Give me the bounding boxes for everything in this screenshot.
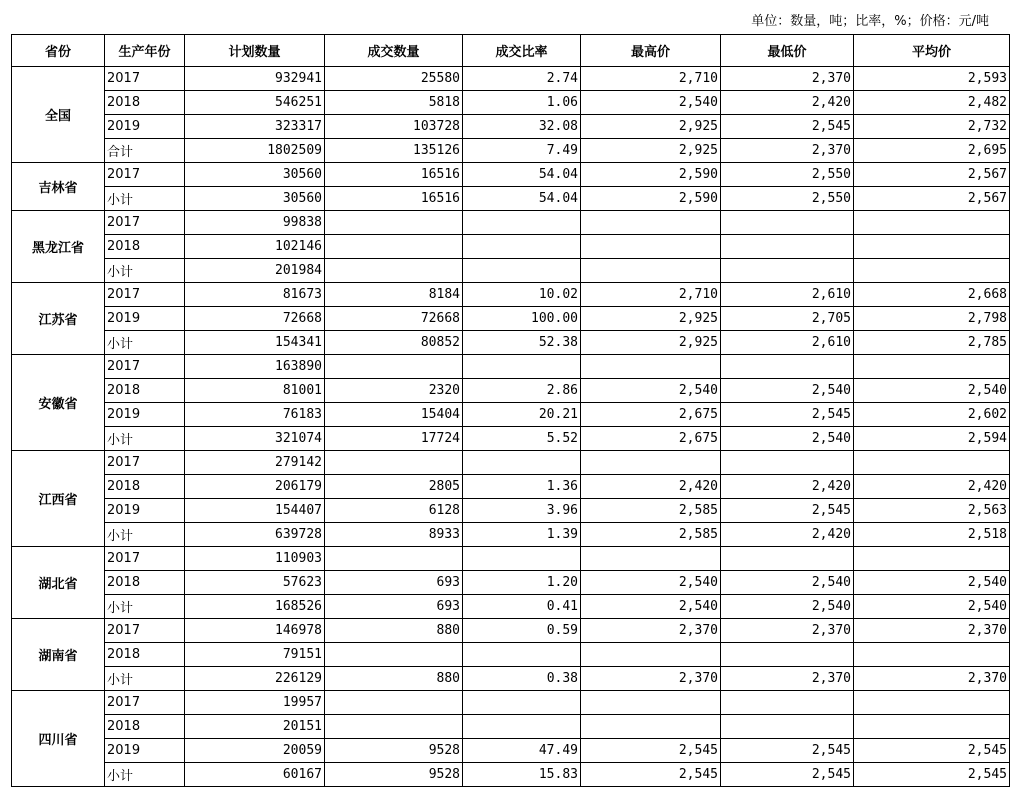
avg-price-cell: 2,668 [854, 283, 1010, 307]
table-row [12, 259, 1010, 283]
min-price-cell [721, 235, 854, 259]
year-cell: 小计 [105, 523, 185, 547]
table-row [12, 667, 1010, 691]
year-cell: 2017 [105, 547, 185, 571]
avg-price-cell [854, 211, 1010, 235]
min-price-cell [721, 715, 854, 739]
min-price-cell: 2,610 [721, 331, 854, 355]
traded-qty-cell: 9528 [325, 739, 463, 763]
traded-qty-cell [325, 355, 463, 379]
traded-qty-cell: 15404 [325, 403, 463, 427]
max-price-cell [581, 691, 721, 715]
year-cell: 2018 [105, 235, 185, 259]
table-row [12, 739, 1010, 763]
trade-ratio-cell: 15.83 [463, 763, 581, 787]
header-traded-qty: 成交数量 [325, 35, 463, 67]
header-avg-price: 平均价 [854, 35, 1010, 67]
max-price-cell: 2,540 [581, 571, 721, 595]
table-row [12, 379, 1010, 403]
avg-price-cell: 2,594 [854, 427, 1010, 451]
year-cell: 2017 [105, 67, 185, 91]
year-cell: 2019 [105, 499, 185, 523]
max-price-cell [581, 259, 721, 283]
min-price-cell: 2,550 [721, 187, 854, 211]
traded-qty-cell [325, 259, 463, 283]
year-cell: 合计 [105, 139, 185, 163]
table-row [12, 427, 1010, 451]
max-price-cell [581, 355, 721, 379]
avg-price-cell: 2,593 [854, 67, 1010, 91]
planned-qty-cell: 57623 [185, 571, 325, 595]
traded-qty-cell: 17724 [325, 427, 463, 451]
table-row [12, 67, 1010, 91]
max-price-cell [581, 715, 721, 739]
max-price-cell: 2,540 [581, 91, 721, 115]
trade-ratio-cell: 100.00 [463, 307, 581, 331]
trade-ratio-cell: 1.06 [463, 91, 581, 115]
table-row [12, 475, 1010, 499]
planned-qty-cell: 76183 [185, 403, 325, 427]
table-row [12, 619, 1010, 643]
traded-qty-cell: 135126 [325, 139, 463, 163]
trade-ratio-cell: 10.02 [463, 283, 581, 307]
planned-qty-cell: 321074 [185, 427, 325, 451]
trade-ratio-cell [463, 643, 581, 667]
province-cell: 黑龙江省 [12, 211, 105, 283]
province-cell: 四川省 [12, 691, 105, 787]
avg-price-cell: 2,602 [854, 403, 1010, 427]
planned-qty-cell: 1802509 [185, 139, 325, 163]
max-price-cell: 2,370 [581, 667, 721, 691]
year-cell: 小计 [105, 667, 185, 691]
header-max-price: 最高价 [581, 35, 721, 67]
traded-qty-cell: 8184 [325, 283, 463, 307]
max-price-cell: 2,925 [581, 139, 721, 163]
min-price-cell [721, 691, 854, 715]
trade-ratio-cell: 1.36 [463, 475, 581, 499]
table-row [12, 643, 1010, 667]
table-row [12, 91, 1010, 115]
traded-qty-cell: 25580 [325, 67, 463, 91]
avg-price-cell [854, 715, 1010, 739]
province-cell: 江苏省 [12, 283, 105, 355]
year-cell: 小计 [105, 763, 185, 787]
trade-ratio-cell [463, 355, 581, 379]
max-price-cell [581, 211, 721, 235]
planned-qty-cell: 201984 [185, 259, 325, 283]
min-price-cell [721, 259, 854, 283]
max-price-cell: 2,710 [581, 283, 721, 307]
avg-price-cell [854, 355, 1010, 379]
planned-qty-cell: 30560 [185, 187, 325, 211]
min-price-cell: 2,610 [721, 283, 854, 307]
traded-qty-cell: 16516 [325, 187, 463, 211]
avg-price-cell: 2,370 [854, 667, 1010, 691]
min-price-cell: 2,420 [721, 91, 854, 115]
year-cell: 2019 [105, 739, 185, 763]
year-cell: 2017 [105, 211, 185, 235]
min-price-cell [721, 547, 854, 571]
traded-qty-cell: 80852 [325, 331, 463, 355]
min-price-cell: 2,540 [721, 427, 854, 451]
trade-ratio-cell [463, 691, 581, 715]
max-price-cell: 2,545 [581, 739, 721, 763]
min-price-cell: 2,545 [721, 403, 854, 427]
max-price-cell: 2,675 [581, 427, 721, 451]
avg-price-cell [854, 451, 1010, 475]
year-cell: 小计 [105, 259, 185, 283]
planned-qty-cell: 20059 [185, 739, 325, 763]
min-price-cell: 2,540 [721, 571, 854, 595]
min-price-cell: 2,420 [721, 475, 854, 499]
trade-ratio-cell [463, 451, 581, 475]
traded-qty-cell [325, 451, 463, 475]
trade-ratio-cell: 54.04 [463, 163, 581, 187]
avg-price-cell: 2,732 [854, 115, 1010, 139]
max-price-cell: 2,925 [581, 115, 721, 139]
min-price-cell: 2,705 [721, 307, 854, 331]
year-cell: 2018 [105, 571, 185, 595]
avg-price-cell: 2,567 [854, 187, 1010, 211]
header-province: 省份 [12, 35, 105, 67]
traded-qty-cell: 693 [325, 571, 463, 595]
header-year: 生产年份 [105, 35, 185, 67]
avg-price-cell: 2,420 [854, 475, 1010, 499]
table-row [12, 115, 1010, 139]
trade-ratio-cell: 32.08 [463, 115, 581, 139]
trade-ratio-cell: 2.86 [463, 379, 581, 403]
year-cell: 2017 [105, 355, 185, 379]
traded-qty-cell: 72668 [325, 307, 463, 331]
table-row [12, 547, 1010, 571]
max-price-cell: 2,675 [581, 403, 721, 427]
trade-ratio-cell: 1.39 [463, 523, 581, 547]
avg-price-cell: 2,482 [854, 91, 1010, 115]
min-price-cell [721, 355, 854, 379]
year-cell: 2017 [105, 451, 185, 475]
planned-qty-cell: 20151 [185, 715, 325, 739]
planned-qty-cell: 154407 [185, 499, 325, 523]
planned-qty-cell: 546251 [185, 91, 325, 115]
max-price-cell: 2,585 [581, 523, 721, 547]
trade-ratio-cell: 0.59 [463, 619, 581, 643]
max-price-cell: 2,585 [581, 499, 721, 523]
table-row [12, 307, 1010, 331]
traded-qty-cell [325, 643, 463, 667]
trade-ratio-cell: 1.20 [463, 571, 581, 595]
year-cell: 2019 [105, 307, 185, 331]
avg-price-cell: 2,540 [854, 595, 1010, 619]
traded-qty-cell: 5818 [325, 91, 463, 115]
planned-qty-cell: 102146 [185, 235, 325, 259]
header-trade-ratio: 成交比率 [463, 35, 581, 67]
trade-ratio-cell: 0.41 [463, 595, 581, 619]
traded-qty-cell: 16516 [325, 163, 463, 187]
max-price-cell: 2,925 [581, 307, 721, 331]
traded-qty-cell: 880 [325, 619, 463, 643]
min-price-cell: 2,545 [721, 763, 854, 787]
trade-ratio-cell: 20.21 [463, 403, 581, 427]
avg-price-cell: 2,798 [854, 307, 1010, 331]
table-row [12, 139, 1010, 163]
avg-price-cell [854, 691, 1010, 715]
max-price-cell: 2,925 [581, 331, 721, 355]
min-price-cell [721, 643, 854, 667]
trade-ratio-cell: 5.52 [463, 427, 581, 451]
trade-ratio-cell: 54.04 [463, 187, 581, 211]
province-cell: 江西省 [12, 451, 105, 547]
trade-ratio-cell [463, 259, 581, 283]
province-cell: 安徽省 [12, 355, 105, 451]
year-cell: 2018 [105, 715, 185, 739]
traded-qty-cell [325, 235, 463, 259]
trade-ratio-cell [463, 547, 581, 571]
planned-qty-cell: 226129 [185, 667, 325, 691]
avg-price-cell: 2,695 [854, 139, 1010, 163]
planned-qty-cell: 932941 [185, 67, 325, 91]
year-cell: 小计 [105, 427, 185, 451]
table-row [12, 403, 1010, 427]
year-cell: 2017 [105, 283, 185, 307]
planned-qty-cell: 99838 [185, 211, 325, 235]
planned-qty-cell: 60167 [185, 763, 325, 787]
planned-qty-cell: 279142 [185, 451, 325, 475]
avg-price-cell: 2,545 [854, 763, 1010, 787]
table-row [12, 235, 1010, 259]
max-price-cell [581, 235, 721, 259]
traded-qty-cell: 6128 [325, 499, 463, 523]
traded-qty-cell [325, 547, 463, 571]
header-planned-qty: 计划数量 [185, 35, 325, 67]
min-price-cell: 2,370 [721, 67, 854, 91]
table-row [12, 763, 1010, 787]
max-price-cell [581, 643, 721, 667]
year-cell: 2019 [105, 403, 185, 427]
traded-qty-cell: 2320 [325, 379, 463, 403]
avg-price-cell: 2,540 [854, 379, 1010, 403]
table-row [12, 355, 1010, 379]
min-price-cell: 2,545 [721, 115, 854, 139]
avg-price-cell [854, 643, 1010, 667]
min-price-cell: 2,370 [721, 619, 854, 643]
table-row [12, 499, 1010, 523]
min-price-cell [721, 211, 854, 235]
header-row [12, 35, 1010, 67]
planned-qty-cell: 154341 [185, 331, 325, 355]
min-price-cell: 2,550 [721, 163, 854, 187]
max-price-cell: 2,540 [581, 595, 721, 619]
traded-qty-cell: 693 [325, 595, 463, 619]
avg-price-cell: 2,563 [854, 499, 1010, 523]
traded-qty-cell: 103728 [325, 115, 463, 139]
avg-price-cell [854, 547, 1010, 571]
year-cell: 小计 [105, 187, 185, 211]
table-row [12, 283, 1010, 307]
min-price-cell: 2,545 [721, 739, 854, 763]
avg-price-cell: 2,540 [854, 571, 1010, 595]
table-row [12, 691, 1010, 715]
year-cell: 2018 [105, 91, 185, 115]
max-price-cell [581, 451, 721, 475]
year-cell: 小计 [105, 595, 185, 619]
traded-qty-cell [325, 715, 463, 739]
grain-auction-table [11, 34, 1010, 787]
year-cell: 2018 [105, 379, 185, 403]
avg-price-cell [854, 259, 1010, 283]
planned-qty-cell: 19957 [185, 691, 325, 715]
table-row [12, 451, 1010, 475]
traded-qty-cell [325, 691, 463, 715]
planned-qty-cell: 323317 [185, 115, 325, 139]
planned-qty-cell: 72668 [185, 307, 325, 331]
planned-qty-cell: 79151 [185, 643, 325, 667]
year-cell: 2018 [105, 643, 185, 667]
traded-qty-cell [325, 211, 463, 235]
planned-qty-cell: 206179 [185, 475, 325, 499]
max-price-cell: 2,420 [581, 475, 721, 499]
max-price-cell: 2,370 [581, 619, 721, 643]
max-price-cell: 2,710 [581, 67, 721, 91]
min-price-cell: 2,370 [721, 139, 854, 163]
max-price-cell: 2,540 [581, 379, 721, 403]
max-price-cell: 2,590 [581, 187, 721, 211]
avg-price-cell: 2,545 [854, 739, 1010, 763]
table-row [12, 211, 1010, 235]
avg-price-cell: 2,567 [854, 163, 1010, 187]
planned-qty-cell: 81001 [185, 379, 325, 403]
planned-qty-cell: 639728 [185, 523, 325, 547]
min-price-cell: 2,540 [721, 379, 854, 403]
table-row [12, 523, 1010, 547]
year-cell: 2019 [105, 115, 185, 139]
traded-qty-cell: 9528 [325, 763, 463, 787]
table-row [12, 595, 1010, 619]
year-cell: 2017 [105, 619, 185, 643]
trade-ratio-cell: 2.74 [463, 67, 581, 91]
header-min-price: 最低价 [721, 35, 854, 67]
avg-price-cell: 2,785 [854, 331, 1010, 355]
min-price-cell [721, 451, 854, 475]
min-price-cell: 2,420 [721, 523, 854, 547]
traded-qty-cell: 8933 [325, 523, 463, 547]
province-cell: 湖南省 [12, 619, 105, 691]
planned-qty-cell: 168526 [185, 595, 325, 619]
year-cell: 2017 [105, 691, 185, 715]
max-price-cell [581, 547, 721, 571]
table-row [12, 331, 1010, 355]
trade-ratio-cell [463, 715, 581, 739]
trade-ratio-cell: 47.49 [463, 739, 581, 763]
max-price-cell: 2,590 [581, 163, 721, 187]
table-row [12, 715, 1010, 739]
trade-ratio-cell: 52.38 [463, 331, 581, 355]
province-cell: 全国 [12, 67, 105, 163]
year-cell: 2017 [105, 163, 185, 187]
planned-qty-cell: 146978 [185, 619, 325, 643]
trade-ratio-cell: 3.96 [463, 499, 581, 523]
province-cell: 湖北省 [12, 547, 105, 619]
avg-price-cell [854, 235, 1010, 259]
min-price-cell: 2,370 [721, 667, 854, 691]
planned-qty-cell: 110903 [185, 547, 325, 571]
planned-qty-cell: 81673 [185, 283, 325, 307]
table-row [12, 571, 1010, 595]
avg-price-cell: 2,370 [854, 619, 1010, 643]
traded-qty-cell: 2805 [325, 475, 463, 499]
province-cell: 吉林省 [12, 163, 105, 211]
trade-ratio-cell: 0.38 [463, 667, 581, 691]
min-price-cell: 2,540 [721, 595, 854, 619]
year-cell: 2018 [105, 475, 185, 499]
max-price-cell: 2,545 [581, 763, 721, 787]
table-row [12, 187, 1010, 211]
unit-note: 单位：数量，吨；比率，%；价格：元/吨 [751, 14, 989, 29]
trade-ratio-cell [463, 235, 581, 259]
trade-ratio-cell: 7.49 [463, 139, 581, 163]
table-body [12, 67, 1010, 787]
trade-ratio-cell [463, 211, 581, 235]
min-price-cell: 2,545 [721, 499, 854, 523]
traded-qty-cell: 880 [325, 667, 463, 691]
avg-price-cell: 2,518 [854, 523, 1010, 547]
table-row [12, 163, 1010, 187]
planned-qty-cell: 30560 [185, 163, 325, 187]
year-cell: 小计 [105, 331, 185, 355]
planned-qty-cell: 163890 [185, 355, 325, 379]
